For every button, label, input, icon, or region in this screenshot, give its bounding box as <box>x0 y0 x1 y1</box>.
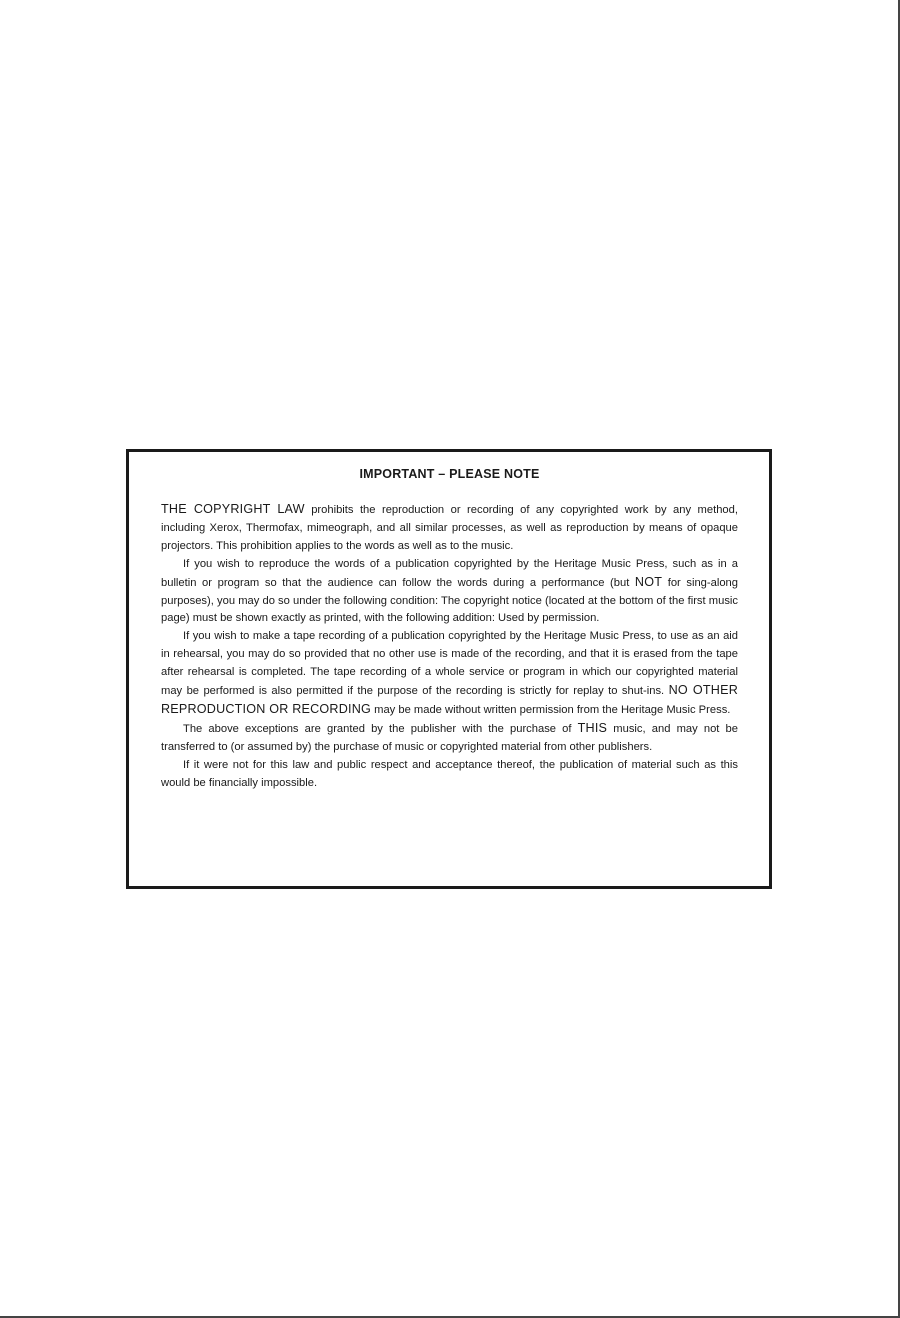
words-reproduction-emphasis: NOT <box>634 574 663 589</box>
exceptions-text-1: The above exceptions are granted by the publisher with the purchase of <box>183 722 578 735</box>
tape-recording-text: If you wish to make a tape recording of a publication copyrighted by the Heritage Music Press, to use as an aid in rehearsal, you may do so provided that no other use is made of the recording, and that it is erased from the tape after rehearsal is completed. The tape recording of a whole service or program in which our copyrighted material may be performed is also permitted if the purpose of the recording is strictly for replay to shut-ins. <box>161 630 738 698</box>
notice-paragraph-copyright-law <box>161 501 738 556</box>
notice-paragraph-words-reproduction <box>161 556 738 629</box>
copyright-notice-box <box>126 449 772 889</box>
notice-paragraph-tape-recording <box>161 628 738 720</box>
notice-paragraph-exceptions <box>161 720 738 757</box>
exceptions-emphasis: THIS <box>577 720 608 735</box>
exceptions-text-2: music, and may not be transferred to (or assumed by) the purchase of music or copyrighted material from other publishers. <box>161 722 738 753</box>
words-reproduction-text-1: If you wish to reproduce the words of a publication copyrighted by the Heritage Music Press, such as in a bulletin or program so that the audience can follow the words during a performance (but <box>161 557 738 589</box>
copyright-law-lead: THE COPYRIGHT LAW <box>161 502 305 516</box>
tape-recording-tail: may be made without written permission from the Heritage Music Press. <box>371 703 731 716</box>
notice-paragraph-closing: If it were not for this law and public respect and acceptance thereof, the publication of material such as this would be financially impossible. <box>161 758 738 789</box>
words-reproduction-text-2: for sing-along purposes), you may do so under the following condition: The copyright notice (located at the bottom of the first music page) must be shown exactly as printed, with the following addition: Used by permission. <box>161 576 738 625</box>
notice-title: IMPORTANT – PLEASE NOTE <box>359 467 540 481</box>
copyright-law-text: prohibits the reproduction or recording of any copyrighted work by any method, including Xerox, Thermofax, mimeograph, and all similar processes, as well as reproduction by means of opaque projectors. This prohibition applies to the words as well as to the music. <box>161 504 738 552</box>
tape-recording-emphasis: NO OTHER REPRODUCTION OR RECORDING <box>161 683 738 716</box>
